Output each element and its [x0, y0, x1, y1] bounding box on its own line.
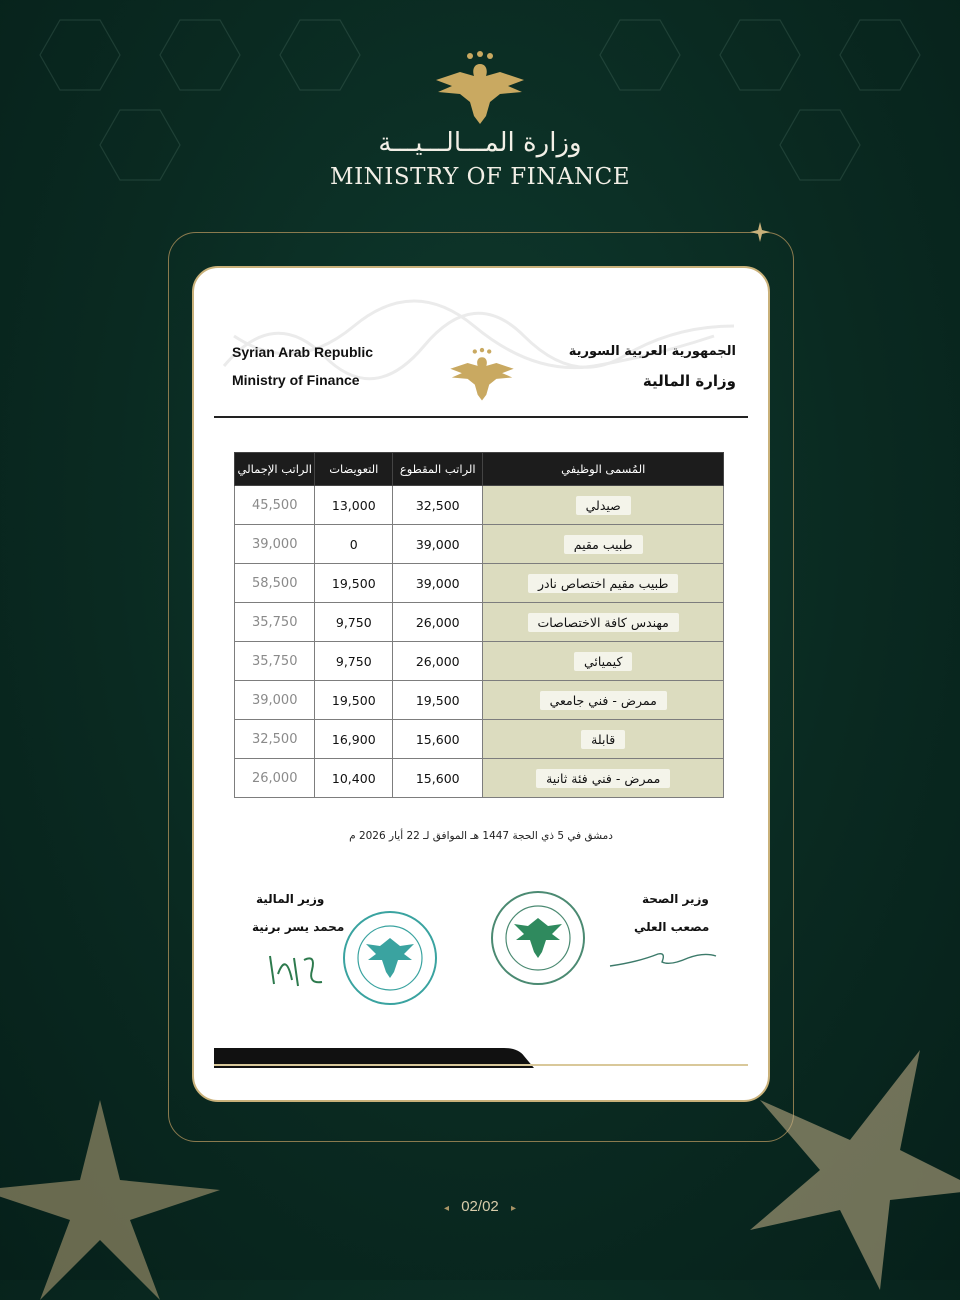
finance-minister-name: محمد يسر برنية — [252, 920, 345, 934]
column-header-compensation: التعويضات — [315, 453, 393, 486]
issue-date: دمشق في 5 ذي الحجة 1447 هـ الموافق لـ 22 أيار 2026 م — [349, 830, 613, 842]
job-title-label: طبيب مقيم اختصاص نادر — [528, 574, 678, 593]
job-title-cell — [483, 642, 724, 681]
job-title-cell — [483, 720, 724, 759]
compensation-cell: 9,750 — [315, 642, 393, 681]
job-title-label: كيميائي — [574, 652, 632, 671]
ministry-title-english: MINISTRY OF FINANCE — [330, 164, 630, 190]
finance-signature-icon — [264, 944, 334, 994]
page-indicator — [0, 1198, 960, 1215]
health-minister-name: مصعب العلي — [634, 920, 710, 934]
column-header-base-salary: الراتب المقطوع — [393, 453, 483, 486]
base-salary-cell: 15,600 — [393, 759, 483, 798]
base-salary-cell: 15,600 — [393, 720, 483, 759]
decorative-star-icon — [0, 1080, 240, 1300]
base-salary-cell: 39,000 — [393, 525, 483, 564]
sparkle-icon — [750, 222, 770, 242]
base-salary-cell: 32,500 — [393, 486, 483, 525]
compensation-cell: 10,400 — [315, 759, 393, 798]
base-salary-cell: 26,000 — [393, 642, 483, 681]
total-cell: 26,000 — [235, 759, 315, 798]
table-row — [235, 681, 724, 720]
header-country-english: Syrian Arab Republic — [232, 344, 374, 360]
compensation-cell: 16,900 — [315, 720, 393, 759]
total-cell: 58,500 — [235, 564, 315, 603]
table-row — [235, 642, 724, 681]
table-row — [235, 720, 724, 759]
compensation-cell: 13,000 — [315, 486, 393, 525]
compensation-cell: 0 — [315, 525, 393, 564]
column-header-total: الراتب الإجمالي — [235, 453, 315, 486]
header-divider — [214, 416, 748, 418]
total-cell: 39,000 — [235, 681, 315, 720]
header-country-arabic: الجمهورية العربية السورية — [568, 344, 736, 359]
total-cell: 39,000 — [235, 525, 315, 564]
salary-table — [234, 452, 724, 798]
table-row — [235, 525, 724, 564]
total-cell: 32,500 — [235, 720, 315, 759]
job-title-label: صيدلي — [576, 496, 631, 515]
job-title-label: ممرض - فني فئة ثانية — [536, 769, 670, 788]
table-row — [235, 603, 724, 642]
job-title-label: طبيب مقيم — [564, 535, 643, 554]
footer-bar — [214, 1048, 748, 1068]
job-title-label: مهندس كافة الاختصاصات — [528, 613, 679, 632]
job-title-cell — [483, 525, 724, 564]
compensation-cell: 9,750 — [315, 603, 393, 642]
total-cell: 35,750 — [235, 603, 315, 642]
eagle-emblem-icon — [446, 346, 518, 406]
job-title-cell — [483, 564, 724, 603]
base-salary-cell: 19,500 — [393, 681, 483, 720]
finance-stamp-icon — [340, 908, 440, 1008]
job-title-label: قابلة — [581, 730, 625, 749]
job-title-cell — [483, 759, 724, 798]
compensation-cell: 19,500 — [315, 564, 393, 603]
table-row — [235, 486, 724, 525]
header-ministry-english: Ministry of Finance — [232, 372, 360, 388]
health-minister-title: وزير الصحة — [642, 892, 709, 906]
base-salary-cell: 26,000 — [393, 603, 483, 642]
health-signature-icon — [608, 936, 718, 976]
job-title-label: ممرض - فني جامعي — [540, 691, 667, 710]
eagle-emblem-icon — [430, 50, 530, 130]
base-salary-cell: 39,000 — [393, 564, 483, 603]
table-row — [235, 564, 724, 603]
next-page-icon[interactable]: ▸ — [510, 1203, 516, 1214]
page-number: 02/02 — [461, 1198, 499, 1215]
table-header-row — [235, 453, 724, 486]
ministry-title-arabic: وزارة المـــالـــيـــة — [378, 128, 582, 158]
decorative-star-icon — [690, 1040, 960, 1300]
health-stamp-icon — [488, 888, 588, 988]
previous-page-icon[interactable]: ◂ — [444, 1203, 450, 1214]
header-ministry-arabic: وزارة المالية — [642, 372, 736, 390]
compensation-cell: 19,500 — [315, 681, 393, 720]
table-row — [235, 759, 724, 798]
job-title-cell — [483, 603, 724, 642]
document-page — [192, 266, 770, 1102]
column-header-job-title: المُسمى الوظيفي — [483, 453, 724, 486]
job-title-cell — [483, 681, 724, 720]
total-cell: 35,750 — [235, 642, 315, 681]
finance-minister-title: وزير المالية — [256, 892, 325, 906]
job-title-cell — [483, 486, 724, 525]
total-cell: 45,500 — [235, 486, 315, 525]
